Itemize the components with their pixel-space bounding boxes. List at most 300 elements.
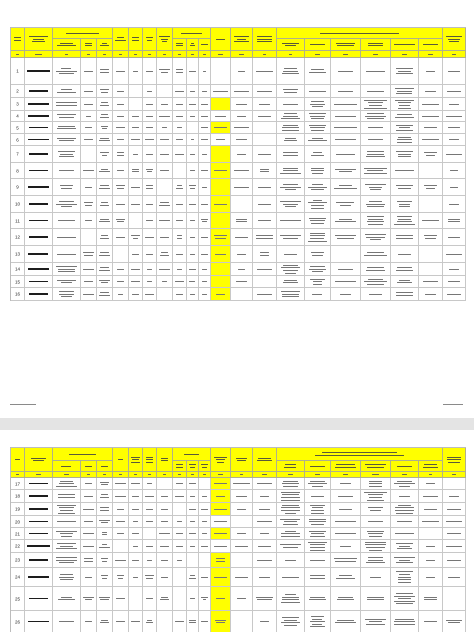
table-cell bbox=[81, 540, 97, 553]
table-cell bbox=[113, 611, 129, 632]
illegible-text bbox=[426, 71, 435, 72]
illegible-text bbox=[311, 69, 325, 70]
illegible-text bbox=[101, 102, 107, 103]
illegible-text bbox=[60, 510, 72, 511]
table-cell bbox=[129, 528, 143, 540]
illegible-text bbox=[399, 105, 411, 106]
illegible-text bbox=[258, 546, 271, 547]
illegible-text bbox=[369, 621, 382, 622]
table-cell bbox=[143, 263, 157, 276]
table-cell bbox=[419, 179, 443, 196]
table-cell bbox=[211, 85, 231, 98]
table-cell bbox=[231, 98, 253, 111]
table-cell bbox=[187, 163, 199, 179]
illegible-text bbox=[281, 118, 300, 119]
illegible-text bbox=[29, 220, 48, 221]
illegible-text bbox=[313, 152, 323, 153]
illegible-text bbox=[176, 116, 182, 117]
illegible-text bbox=[334, 558, 356, 559]
header-cell bbox=[11, 28, 25, 51]
table-cell bbox=[187, 98, 199, 111]
table-cell bbox=[331, 540, 361, 553]
table-cell bbox=[391, 587, 419, 611]
illegible-text bbox=[160, 237, 168, 238]
illegible-text bbox=[399, 280, 409, 281]
table-cell bbox=[361, 528, 391, 540]
table-cell bbox=[391, 553, 419, 568]
illegible-text bbox=[338, 496, 353, 497]
illegible-text bbox=[448, 219, 460, 220]
illegible-text bbox=[282, 43, 299, 44]
illegible-text bbox=[159, 533, 170, 534]
table-cell bbox=[199, 587, 211, 611]
illegible-text bbox=[131, 139, 140, 140]
table-cell bbox=[211, 229, 231, 246]
table-cell bbox=[361, 587, 391, 611]
illegible-text bbox=[285, 513, 296, 514]
illegible-text bbox=[308, 202, 327, 203]
table-cell bbox=[53, 540, 81, 553]
illegible-text bbox=[33, 460, 44, 461]
illegible-text bbox=[310, 621, 325, 622]
table-cell bbox=[129, 263, 143, 276]
illegible-text bbox=[311, 170, 323, 171]
illegible-text bbox=[116, 521, 125, 522]
table-cell bbox=[199, 503, 211, 516]
row-number: 9 bbox=[16, 184, 19, 190]
table-cell bbox=[361, 276, 391, 288]
table-cell bbox=[187, 528, 199, 540]
table-cell bbox=[173, 246, 187, 263]
illegible-text bbox=[159, 220, 169, 221]
illegible-text bbox=[280, 235, 300, 236]
table-cell bbox=[361, 246, 391, 263]
illegible-text bbox=[159, 116, 170, 117]
table-cell bbox=[53, 528, 81, 540]
illegible-text bbox=[283, 125, 298, 126]
header-subcell bbox=[53, 39, 81, 51]
illegible-text bbox=[214, 577, 227, 578]
illegible-text bbox=[102, 155, 108, 156]
table-cell bbox=[157, 146, 173, 163]
row-number: 22 bbox=[14, 543, 20, 549]
illegible-text bbox=[27, 545, 49, 546]
illegible-text bbox=[396, 125, 413, 126]
illegible-text bbox=[335, 467, 356, 468]
illegible-text bbox=[58, 494, 75, 495]
table-cell bbox=[231, 540, 253, 553]
illegible-text bbox=[84, 104, 92, 105]
illegible-text bbox=[132, 294, 139, 295]
table-cell bbox=[199, 229, 211, 246]
illegible-text bbox=[161, 460, 168, 461]
column-number-cell bbox=[187, 51, 199, 58]
table-cell bbox=[157, 163, 173, 179]
illegible-text bbox=[236, 496, 247, 497]
illegible-text bbox=[367, 154, 384, 155]
table-cell bbox=[11, 98, 25, 111]
illegible-text bbox=[234, 127, 249, 128]
illegible-text bbox=[214, 546, 228, 547]
illegible-text bbox=[202, 294, 207, 295]
illegible-text bbox=[398, 598, 410, 599]
illegible-text bbox=[367, 252, 384, 253]
illegible-text bbox=[99, 171, 109, 172]
illegible-text bbox=[100, 482, 108, 483]
table-cell bbox=[97, 98, 113, 111]
table-cell bbox=[419, 490, 443, 503]
table-cell bbox=[157, 179, 173, 196]
illegible-text bbox=[394, 596, 414, 597]
illegible-text bbox=[100, 497, 109, 498]
illegible-text bbox=[57, 92, 76, 93]
table-cell bbox=[53, 611, 81, 632]
row-number: 26 bbox=[14, 619, 20, 624]
illegible-text bbox=[370, 189, 381, 190]
illegible-text bbox=[133, 546, 138, 547]
table-row bbox=[11, 587, 466, 611]
illegible-text bbox=[365, 464, 386, 465]
illegible-text bbox=[147, 91, 153, 92]
illegible-text bbox=[280, 187, 301, 188]
illegible-text bbox=[367, 151, 385, 152]
table-cell bbox=[253, 196, 277, 213]
table-cell bbox=[391, 111, 419, 122]
table-cell bbox=[157, 490, 173, 503]
table-cell bbox=[419, 587, 443, 611]
table-cell bbox=[231, 146, 253, 163]
illegible-text bbox=[339, 185, 353, 186]
table-cell bbox=[277, 163, 305, 179]
illegible-text bbox=[284, 280, 296, 281]
table-cell bbox=[419, 196, 443, 213]
illegible-text bbox=[117, 37, 125, 38]
illegible-text bbox=[396, 270, 412, 271]
table-cell bbox=[113, 229, 129, 246]
illegible-text bbox=[309, 125, 326, 126]
illegible-text bbox=[201, 509, 208, 510]
illegible-text bbox=[132, 37, 139, 38]
illegible-text bbox=[450, 170, 459, 171]
illegible-text bbox=[29, 203, 48, 204]
table-cell bbox=[199, 516, 211, 528]
illegible-text bbox=[282, 597, 299, 598]
illegible-text bbox=[28, 103, 48, 104]
table-cell bbox=[81, 196, 97, 213]
illegible-text bbox=[365, 619, 385, 620]
illegible-text bbox=[258, 116, 272, 117]
table-cell bbox=[25, 196, 53, 213]
illegible-text bbox=[190, 237, 195, 238]
illegible-text bbox=[64, 474, 68, 475]
illegible-text bbox=[59, 483, 73, 484]
table-cell bbox=[199, 196, 211, 213]
table-cell bbox=[113, 540, 129, 553]
illegible-text bbox=[368, 521, 384, 522]
illegible-text bbox=[398, 577, 411, 578]
table-cell bbox=[97, 553, 113, 568]
illegible-text bbox=[310, 505, 325, 506]
table-row bbox=[11, 288, 466, 301]
table-cell bbox=[11, 611, 25, 632]
table-cell bbox=[277, 540, 305, 553]
illegible-text bbox=[447, 533, 462, 534]
illegible-text bbox=[146, 459, 153, 460]
table-cell bbox=[331, 196, 361, 213]
table-cell bbox=[277, 528, 305, 540]
illegible-text bbox=[61, 536, 72, 537]
illegible-text bbox=[285, 138, 295, 139]
illegible-text bbox=[100, 219, 109, 220]
illegible-text bbox=[309, 521, 326, 522]
table-cell bbox=[277, 85, 305, 98]
illegible-text bbox=[177, 235, 183, 236]
illegible-text bbox=[132, 533, 139, 534]
table-cell bbox=[81, 503, 97, 516]
table-cell bbox=[157, 134, 173, 146]
table-cell bbox=[331, 587, 361, 611]
illegible-text bbox=[201, 597, 209, 598]
illegible-text bbox=[396, 151, 414, 152]
illegible-text bbox=[312, 624, 322, 625]
illegible-text bbox=[103, 54, 106, 55]
illegible-text bbox=[335, 221, 355, 222]
illegible-text bbox=[310, 626, 324, 627]
illegible-text bbox=[145, 294, 153, 295]
table-cell bbox=[143, 122, 157, 134]
illegible-text bbox=[161, 458, 169, 459]
table-cell bbox=[277, 478, 305, 490]
table-cell bbox=[143, 98, 157, 111]
illegible-text bbox=[310, 279, 325, 280]
table-cell bbox=[331, 111, 361, 122]
illegible-text bbox=[191, 474, 194, 475]
illegible-text bbox=[146, 154, 154, 155]
illegible-text bbox=[117, 91, 123, 92]
column-number-cell bbox=[419, 51, 443, 58]
table-cell bbox=[253, 568, 277, 587]
illegible-text bbox=[396, 73, 414, 74]
table-cell bbox=[253, 587, 277, 611]
row-number: 25 bbox=[14, 596, 20, 601]
illegible-text bbox=[161, 104, 168, 105]
illegible-text bbox=[281, 622, 300, 623]
illegible-text bbox=[218, 474, 222, 475]
table-cell bbox=[419, 111, 443, 122]
illegible-text bbox=[259, 509, 271, 510]
illegible-text bbox=[370, 239, 381, 240]
table-cell bbox=[129, 163, 143, 179]
illegible-text bbox=[282, 494, 298, 495]
illegible-text bbox=[284, 620, 297, 621]
table-cell bbox=[187, 553, 199, 568]
illegible-text bbox=[57, 237, 75, 238]
illegible-text bbox=[395, 117, 415, 118]
illegible-text bbox=[368, 224, 384, 225]
illegible-text bbox=[175, 621, 184, 622]
illegible-text bbox=[85, 621, 93, 622]
illegible-text bbox=[58, 269, 75, 270]
illegible-text bbox=[163, 474, 166, 475]
row-number: 17 bbox=[14, 481, 20, 486]
illegible-text bbox=[115, 560, 126, 561]
header-group-cell bbox=[53, 28, 113, 39]
table-cell bbox=[173, 503, 187, 516]
table-cell bbox=[199, 246, 211, 263]
illegible-text bbox=[368, 279, 382, 280]
table-cell bbox=[419, 540, 443, 553]
illegible-text bbox=[101, 202, 108, 203]
table-cell bbox=[187, 568, 199, 587]
table-cell bbox=[97, 134, 113, 146]
table-cell bbox=[173, 213, 187, 229]
table-cell bbox=[173, 58, 187, 85]
illegible-text bbox=[103, 474, 106, 475]
table-cell bbox=[53, 196, 81, 213]
table-cell bbox=[331, 528, 361, 540]
row-number: 14 bbox=[14, 266, 20, 272]
illegible-text bbox=[189, 104, 195, 105]
table-cell bbox=[361, 540, 391, 553]
table-cell bbox=[231, 553, 253, 568]
illegible-text bbox=[368, 533, 382, 534]
illegible-text bbox=[115, 496, 126, 497]
illegible-text bbox=[449, 41, 458, 42]
illegible-text bbox=[424, 185, 436, 186]
header-subcell bbox=[419, 461, 443, 472]
illegible-text bbox=[100, 205, 109, 206]
header-subcell bbox=[173, 461, 187, 472]
illegible-text bbox=[397, 548, 411, 549]
illegible-text bbox=[161, 597, 167, 598]
illegible-text bbox=[133, 577, 139, 578]
illegible-text bbox=[423, 44, 439, 45]
illegible-text bbox=[83, 269, 93, 270]
table-cell bbox=[199, 134, 211, 146]
table-cell bbox=[113, 490, 129, 503]
illegible-text bbox=[236, 139, 247, 140]
table-cell bbox=[187, 276, 199, 288]
table-cell bbox=[187, 196, 199, 213]
table-cell bbox=[199, 98, 211, 111]
table-cell bbox=[11, 146, 25, 163]
illegible-text bbox=[394, 44, 415, 45]
illegible-text bbox=[100, 622, 109, 623]
illegible-text bbox=[372, 474, 379, 475]
illegible-text bbox=[280, 173, 300, 174]
table-header bbox=[11, 448, 466, 478]
illegible-text bbox=[234, 187, 249, 188]
illegible-text bbox=[189, 620, 196, 621]
illegible-text bbox=[214, 521, 227, 522]
table-cell bbox=[419, 134, 443, 146]
table-cell bbox=[143, 85, 157, 98]
table-cell bbox=[231, 163, 253, 179]
table-cell bbox=[157, 528, 173, 540]
illegible-text bbox=[310, 481, 325, 482]
illegible-text bbox=[428, 54, 432, 55]
table-cell bbox=[231, 58, 253, 85]
table-cell bbox=[81, 85, 97, 98]
table-cell bbox=[173, 611, 187, 632]
illegible-text bbox=[29, 236, 49, 237]
table-cell bbox=[231, 179, 253, 196]
illegible-text bbox=[102, 544, 108, 545]
table-cell bbox=[97, 516, 113, 528]
table-cell bbox=[305, 568, 331, 587]
illegible-text bbox=[367, 118, 384, 119]
illegible-text bbox=[336, 464, 354, 465]
illegible-text bbox=[61, 466, 71, 467]
illegible-text bbox=[320, 33, 399, 34]
illegible-text bbox=[177, 127, 181, 128]
illegible-text bbox=[15, 459, 21, 460]
illegible-text bbox=[311, 168, 325, 169]
table-cell bbox=[129, 553, 143, 568]
illegible-text bbox=[28, 621, 49, 622]
table-cell bbox=[97, 490, 113, 503]
table-cell bbox=[443, 179, 466, 196]
table-cell bbox=[253, 490, 277, 503]
illegible-text bbox=[14, 40, 21, 41]
illegible-text bbox=[448, 39, 459, 40]
illegible-text bbox=[84, 281, 93, 282]
table-cell bbox=[129, 98, 143, 111]
table-cell bbox=[253, 540, 277, 553]
illegible-text bbox=[424, 235, 438, 236]
illegible-text bbox=[315, 54, 320, 55]
illegible-text bbox=[398, 254, 412, 255]
table-cell bbox=[331, 503, 361, 516]
illegible-text bbox=[310, 235, 325, 236]
illegible-text bbox=[257, 91, 271, 92]
illegible-text bbox=[399, 560, 411, 561]
illegible-text bbox=[160, 599, 168, 600]
table-cell bbox=[129, 213, 143, 229]
illegible-text bbox=[256, 235, 272, 236]
illegible-text bbox=[370, 577, 381, 578]
illegible-text bbox=[61, 89, 72, 90]
table-cell bbox=[11, 276, 25, 288]
illegible-text bbox=[84, 255, 93, 256]
table-cell bbox=[231, 611, 253, 632]
table-cell bbox=[361, 58, 391, 85]
illegible-text bbox=[258, 154, 272, 155]
illegible-text bbox=[310, 104, 324, 105]
table-cell bbox=[391, 179, 419, 196]
illegible-text bbox=[308, 140, 327, 141]
table-cell bbox=[53, 516, 81, 528]
header-subcell bbox=[391, 461, 419, 472]
table-cell bbox=[113, 85, 129, 98]
illegible-text bbox=[216, 139, 225, 140]
illegible-text bbox=[367, 531, 385, 532]
illegible-text bbox=[85, 127, 93, 128]
table-cell bbox=[157, 568, 173, 587]
table-cell bbox=[129, 276, 143, 288]
table-cell bbox=[331, 568, 361, 587]
illegible-text bbox=[159, 36, 169, 37]
table-cell bbox=[25, 490, 53, 503]
illegible-text bbox=[161, 496, 167, 497]
illegible-text bbox=[398, 137, 411, 138]
header-cell bbox=[25, 28, 53, 51]
illegible-text bbox=[131, 187, 140, 188]
table-cell bbox=[305, 611, 331, 632]
table-cell bbox=[443, 146, 466, 163]
illegible-text bbox=[424, 597, 438, 598]
illegible-text bbox=[335, 561, 357, 562]
